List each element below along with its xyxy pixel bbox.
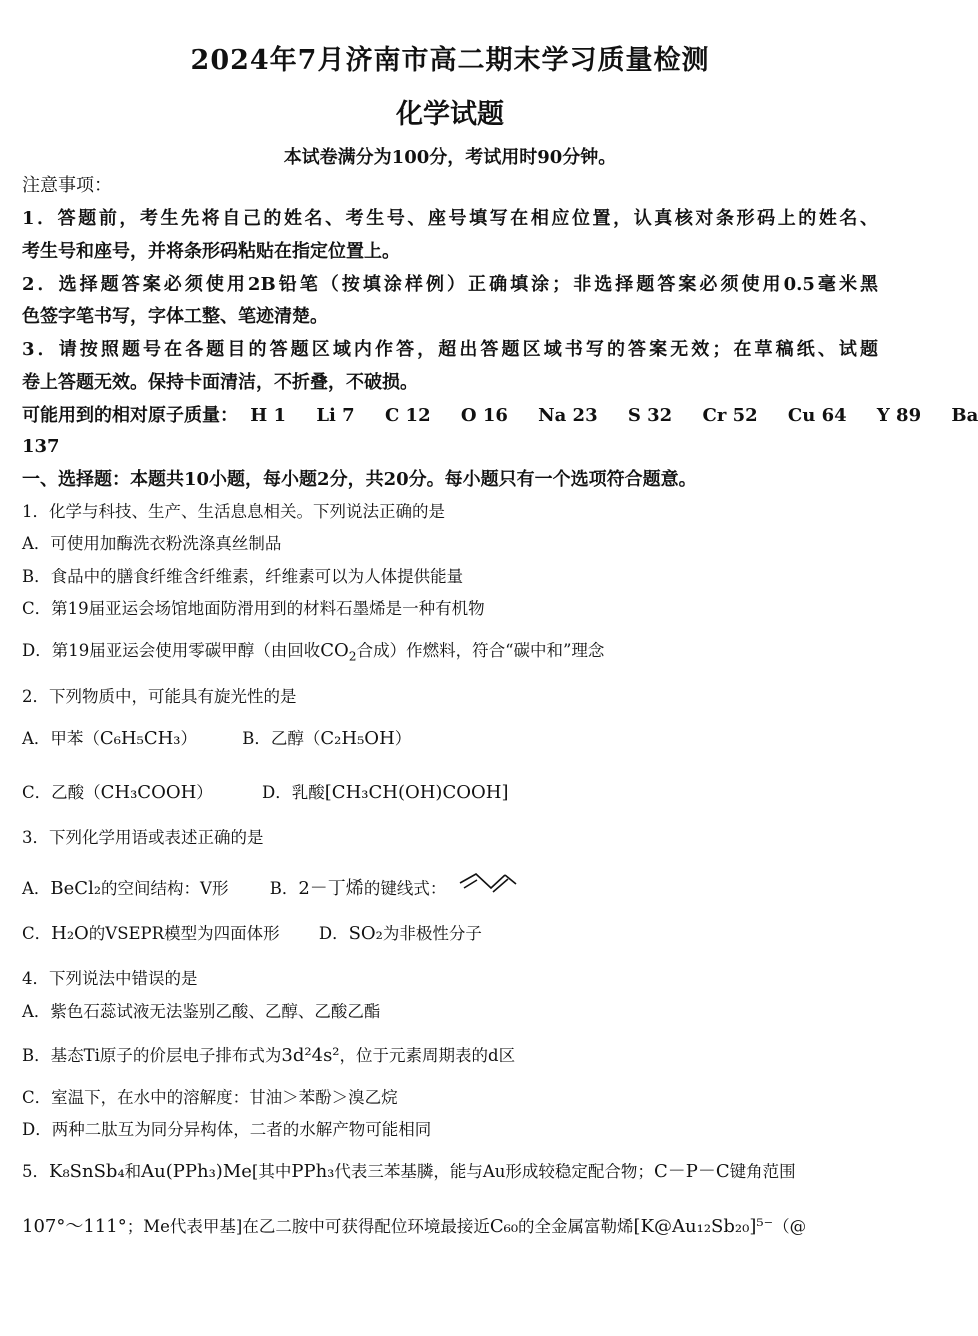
notes-heading: 注意事项： (22, 175, 112, 196)
q4-option-b (22, 1043, 878, 1069)
q5-text: ；Me代表甲基]在乙二胺中可获得配位环境最接近 (126, 1217, 490, 1236)
q2-a-close: ） (180, 729, 198, 748)
q1-option-d (22, 638, 878, 670)
atomic-mass-item: O 16 (460, 405, 508, 426)
q3-b-formula: 2－丁烯 (298, 878, 364, 899)
q1-d-formula (320, 640, 357, 664)
atomic-mass-item: Cu 64 (787, 405, 847, 426)
q3-b-text: 的键线式： (363, 879, 447, 898)
q2-b-close: ） (394, 729, 412, 748)
q2-options-cd (22, 780, 878, 806)
q2-b-label: B．乙醇（ (242, 729, 321, 748)
note-2-line-2: 色签字笔书写，字体工整、笔迹清楚。 (22, 306, 328, 327)
q1-d-co: CO (320, 640, 349, 661)
q3-c-formula: H₂O (51, 923, 89, 944)
atomic-mass-item: S 32 (627, 405, 673, 426)
q3-stem: 3．下列化学用语或表述正确的是 (22, 828, 264, 847)
atomic-mass-line (22, 401, 978, 427)
q3-d-text: 为非极性分子 (382, 924, 482, 943)
q1-d-suffix: 合成）作燃料，符合“碳中和”理念 (356, 641, 605, 660)
q3-c-text: 的VSEPR模型为四面体形 (88, 924, 280, 943)
q3-options-ab (22, 870, 878, 902)
page-title: 2024年7月济南市高二期末学习质量检测 (190, 45, 710, 76)
q4-stem: 4．下列说法中错误的是 (22, 969, 198, 988)
q4-option-d: D．两种二肽互为同分异构体，二者的水解产物可能相同 (22, 1120, 432, 1139)
q5-formula: [K@Au₁₂Sb₂₀]⁵⁻ (633, 1216, 774, 1237)
q2-b-formula: C₂H₅OH (320, 728, 395, 749)
q3-a-text: 的空间结构：V形 (101, 879, 229, 898)
note-3-line-1: 3．请按照题号在各题目的答题区域内作答，超出答题区域书写的答案无效；在草稿纸、试题 (22, 339, 878, 360)
q2-stem: 2．下列物质中，可能具有旋光性的是 (22, 687, 297, 706)
q2-c-close: ） (196, 783, 213, 802)
note-1-line-2: 考生号和座号，并将条形码粘贴在指定位置上。 (22, 241, 400, 262)
note-2-line-1: 2．选择题答案必须使用2B铅笔（按填涂样例）正确填涂；非选择题答案必须使用0.5毫米黑 (22, 274, 878, 295)
atomic-mass-item: Cr 52 (702, 405, 758, 426)
q2-a-label: A．甲苯（ (22, 729, 100, 748)
exam-info: 本试卷满分为100分，考试用时90分钟。 (283, 147, 617, 168)
atomic-mass-item: Y 89 (876, 405, 922, 426)
q5-formula: PPh₃ (291, 1161, 335, 1182)
note-3-line-2: 卷上答题无效。保持卡面清洁，不折叠，不破损。 (22, 372, 418, 393)
atomic-mass-overflow: 137 (22, 436, 60, 457)
q3-options-cd (22, 921, 878, 947)
q5-text: 键角范围 (729, 1162, 796, 1181)
q5-formula: Au(PPh₃)Me (141, 1161, 252, 1182)
atomic-mass-item: H 1 (250, 405, 287, 426)
q5-number: 5． (22, 1162, 49, 1181)
atomic-mass-label: 可能用到的相对原子质量： (22, 405, 238, 426)
q3-d-label: D． (318, 924, 349, 943)
q2-c-label: C．乙酸（ (22, 783, 101, 802)
note-1-line-1: 1．答题前，考生先将自己的姓名、考生号、座号填写在相应位置，认真核对条形码上的姓名、 (22, 208, 878, 229)
q5-text: 和 (124, 1162, 142, 1181)
q3-b-label: B． (269, 879, 299, 898)
q1-stem: 1．化学与科技、生产、生活息息相关。下列说法正确的是 (22, 502, 445, 521)
q2-a-formula: C₆H₅CH₃ (99, 728, 181, 749)
q1-d-prefix: D．第19届亚运会使用零碳甲醇（由回收 (22, 641, 321, 660)
q1-option-a: A．可使用加酶洗衣粉洗涤真丝制品 (22, 534, 282, 553)
q3-a-label: A． (22, 879, 51, 898)
atomic-mass-item: Na 23 (538, 405, 598, 426)
q5-line-2 (22, 1214, 878, 1240)
q5-line-1 (22, 1159, 878, 1185)
q4-b-prefix: B．基态Ti原子的价层电子排布式为 (22, 1046, 282, 1065)
subject-title: 化学试题 (396, 99, 504, 130)
skeletal-formula-icon (458, 870, 518, 896)
q5-formula: 107°～111° (22, 1216, 127, 1237)
q2-d-formula: [CH₃CH(OH)COOH] (324, 782, 509, 803)
atomic-mass-item: Ba (951, 405, 978, 426)
atomic-mass-item: C 12 (384, 405, 431, 426)
q5-text: （@ (773, 1217, 807, 1236)
q3-a-formula: BeCl₂ (50, 878, 102, 899)
q5-text: 的全金属富勒烯 (518, 1217, 634, 1236)
q1-option-c: C．第19届亚运会场馆地面防滑用到的材料石墨烯是一种有机物 (22, 599, 485, 618)
q5-formula: K₈SnSb₄ (49, 1161, 125, 1182)
q5-text: [其中 (251, 1162, 292, 1181)
q1-option-b: B．食品中的膳食纤维含纤维素，纤维素可以为人体提供能量 (22, 567, 464, 586)
q3-c-label: C． (22, 924, 52, 943)
section-heading: 一、选择题：本题共10小题，每小题2分，共20分。每小题只有一个选项符合题意。 (22, 469, 697, 490)
q3-d-formula: SO₂ (348, 923, 383, 944)
q4-b-suffix: ，位于元素周期表的d区 (339, 1046, 516, 1065)
q4-option-c: C．室温下，在水中的溶解度：甘油＞苯酚＞溴乙烷 (22, 1088, 398, 1107)
q2-c-formula: CH₃COOH (100, 782, 197, 803)
q2-d-label: D．乳酸 (262, 783, 325, 802)
q5-formula: C－P－C (653, 1161, 730, 1182)
q1-d-sub: 2 (348, 649, 357, 664)
atomic-mass-item: Li 7 (316, 405, 355, 426)
q5-formula: C₆₀ (489, 1216, 519, 1237)
q4-b-config: 3d²4s² (281, 1045, 340, 1066)
q4-option-a: A．紫色石蕊试液无法鉴别乙酸、乙醇、乙酸乙酯 (22, 1002, 381, 1021)
q2-options-ab (22, 726, 878, 752)
q5-text: 代表三苯基膦，能与Au形成较稳定配合物； (334, 1162, 654, 1181)
